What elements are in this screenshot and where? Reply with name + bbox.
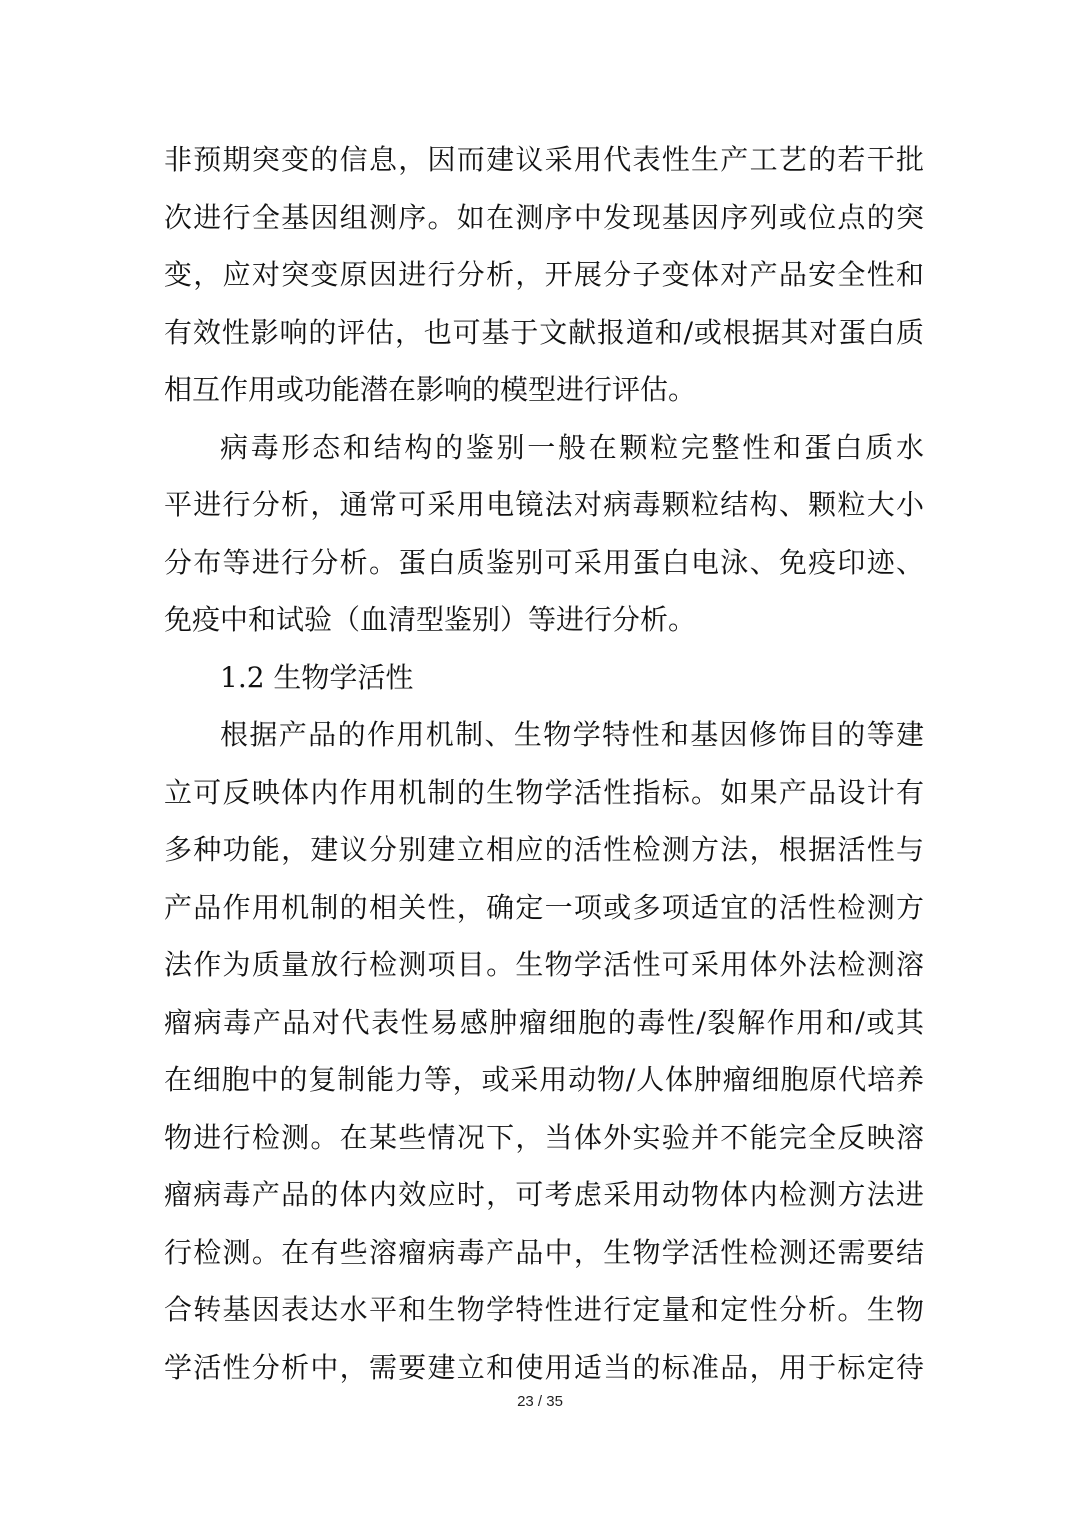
text-line: 行检测。在有些溶瘤病毒产品中，生物学活性检测还需要结 [164, 1235, 924, 1269]
text-line: 非预期突变的信息，因而建议采用代表性生产工艺的若干批 [164, 143, 924, 176]
text-line: 多种功能，建议分别建立相应的活性检测方法，根据活性与 [164, 833, 924, 866]
text-line: 免疫中和试验（血清型鉴别）等进行分析。 [164, 603, 697, 636]
text-line: 立可反映体内作用机制的生物学活性指标。如果产品设计有 [164, 775, 924, 809]
paragraph-biological-activity [164, 706, 924, 1396]
text-line: 产品作用机制的相关性，确定一项或多项适宜的活性检测方 [164, 890, 924, 924]
text-line: 瘤病毒产品的体内效应时，可考虑采用动物体内检测方法进 [164, 1178, 924, 1211]
text-line: 分布等进行分析。蛋白质鉴别可采用蛋白电泳、免疫印迹、 [164, 545, 924, 579]
text-line: 物进行检测。在某些情况下，当体外实验并不能完全反映溶 [164, 1120, 924, 1154]
text-line: 有效性影响的评估，也可基于文献报道和/或根据其对蛋白质 [164, 315, 924, 349]
body-text [164, 131, 924, 1396]
text-line: 瘤病毒产品对代表性易感肿瘤细胞的毒性/裂解作用和/或其 [164, 1005, 924, 1039]
text-line: 相互作用或功能潜在影响的模型进行评估。 [164, 373, 697, 406]
text-line: 合转基因表达水平和生物学特性进行定量和定性分析。生物 [164, 1293, 924, 1326]
text-line: 次进行全基因组测序。如在测序中发现基因序列或位点的突 [164, 200, 924, 234]
text-line: 学活性分析中，需要建立和使用适当的标准品，用于标定待 [164, 1350, 924, 1384]
text-line: 变，应对突变原因进行分析，开展分子变体对产品安全性和 [164, 258, 924, 291]
paragraph-genome-sequencing [164, 131, 924, 419]
section-heading: 1.2 生物学活性 [220, 660, 414, 694]
text-line: 病毒形态和结构的鉴别一般在颗粒完整性和蛋白质水 [220, 430, 924, 464]
text-line: 法作为质量放行检测项目。生物学活性可采用体外法检测溶 [164, 948, 924, 981]
text-line: 在细胞中的复制能力等，或采用动物/人体肿瘤细胞原代培养 [164, 1063, 924, 1096]
text-line: 根据产品的作用机制、生物学特性和基因修饰目的等建 [220, 718, 924, 751]
text-line: 平进行分析，通常可采用电镜法对病毒颗粒结构、颗粒大小 [164, 488, 924, 521]
paragraph-virus-morphology [164, 419, 924, 649]
page-number: 23 / 35 [517, 1393, 563, 1410]
